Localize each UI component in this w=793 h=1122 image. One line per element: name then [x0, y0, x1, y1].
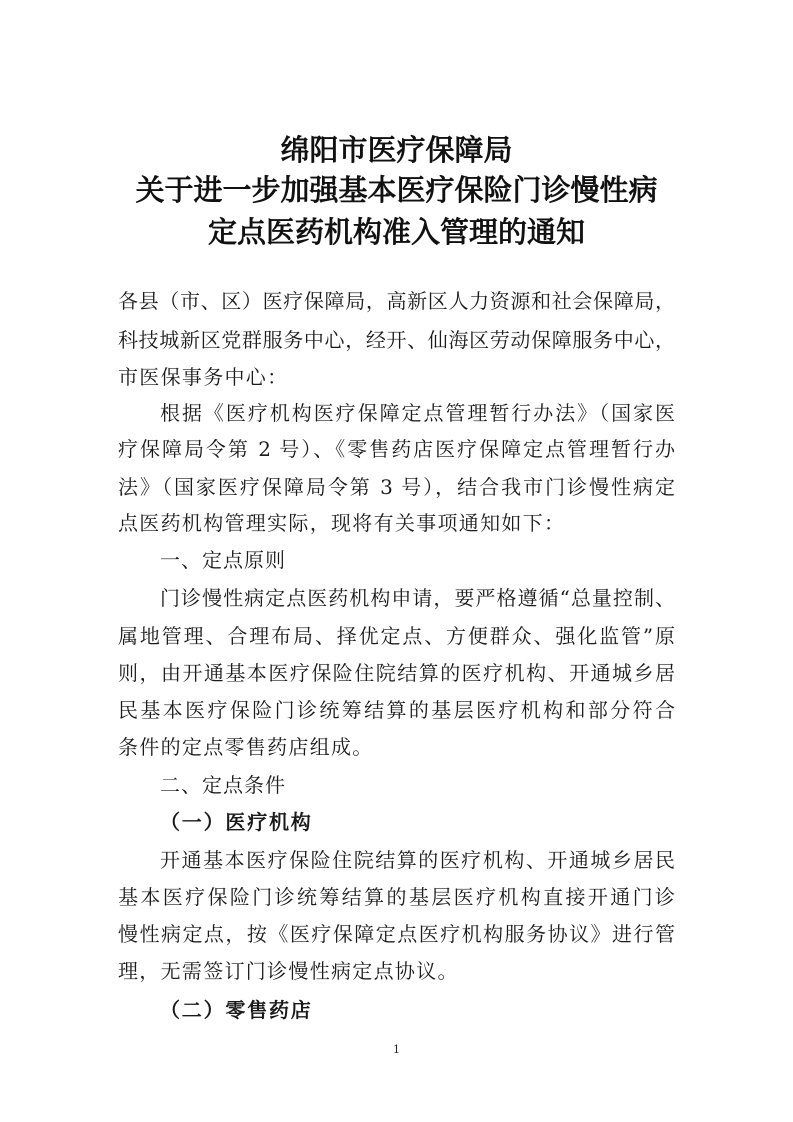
body-line: 慢性病定点，按《医疗保障定点医疗机构服务协议》进行管	[118, 922, 675, 946]
title-line: 定点医药机构准入管理的通知	[207, 215, 585, 249]
title-line: 绵阳市医疗保障局	[280, 133, 513, 167]
intro-line: 法》（国家医疗保障局令第 3 号），结合我市门诊慢性病定	[118, 475, 675, 499]
page-number: 1	[393, 1043, 400, 1056]
body-line: 理，无需签订门诊慢性病定点协议。	[118, 959, 459, 983]
addressee-line: 科技城新区党群服务中心，经开、仙海区劳动保障服务中心，	[118, 328, 675, 352]
subsection-heading: （二）零售药店	[160, 998, 313, 1022]
body-line: 门诊慢性病定点医药机构申请，要严格遵循“总量控制、	[160, 586, 675, 610]
body-line: 基本医疗保险门诊统筹结算的基层医疗机构直接开通门诊	[118, 885, 675, 909]
body-line: 开通基本医疗保险住院结算的医疗机构、开通城乡居民	[160, 848, 675, 872]
body-line: 则，由开通基本医疗保险住院结算的医疗机构、开通城乡居	[118, 661, 675, 685]
addressee-line: 市医保事务中心：	[118, 365, 289, 389]
intro-line: 根据《医疗机构医疗保障定点管理暂行办法》（国家医	[160, 401, 675, 425]
body-line: 民基本医疗保险门诊统筹结算的基层医疗机构和部分符合	[118, 698, 675, 722]
body-line: 属地管理、合理布局、择优定点、方便群众、强化监管”原	[118, 624, 675, 648]
addressee-line: 各县（市、区）医疗保障局，高新区人力资源和社会保障局，	[118, 289, 675, 313]
subsection-heading: （一）医疗机构	[160, 810, 313, 834]
intro-line: 疗保障局令第 2 号）、《零售药店医疗保障定点管理暂行办	[118, 437, 675, 461]
intro-line: 点医药机构管理实际，现将有关事项通知如下：	[118, 511, 566, 535]
title-line: 关于进一步加强基本医疗保险门诊慢性病	[135, 173, 658, 207]
body-line: 条件的定点零售药店组成。	[118, 735, 374, 759]
section-heading: 二、定点条件	[160, 773, 286, 797]
section-heading: 一、定点原则	[160, 548, 286, 572]
